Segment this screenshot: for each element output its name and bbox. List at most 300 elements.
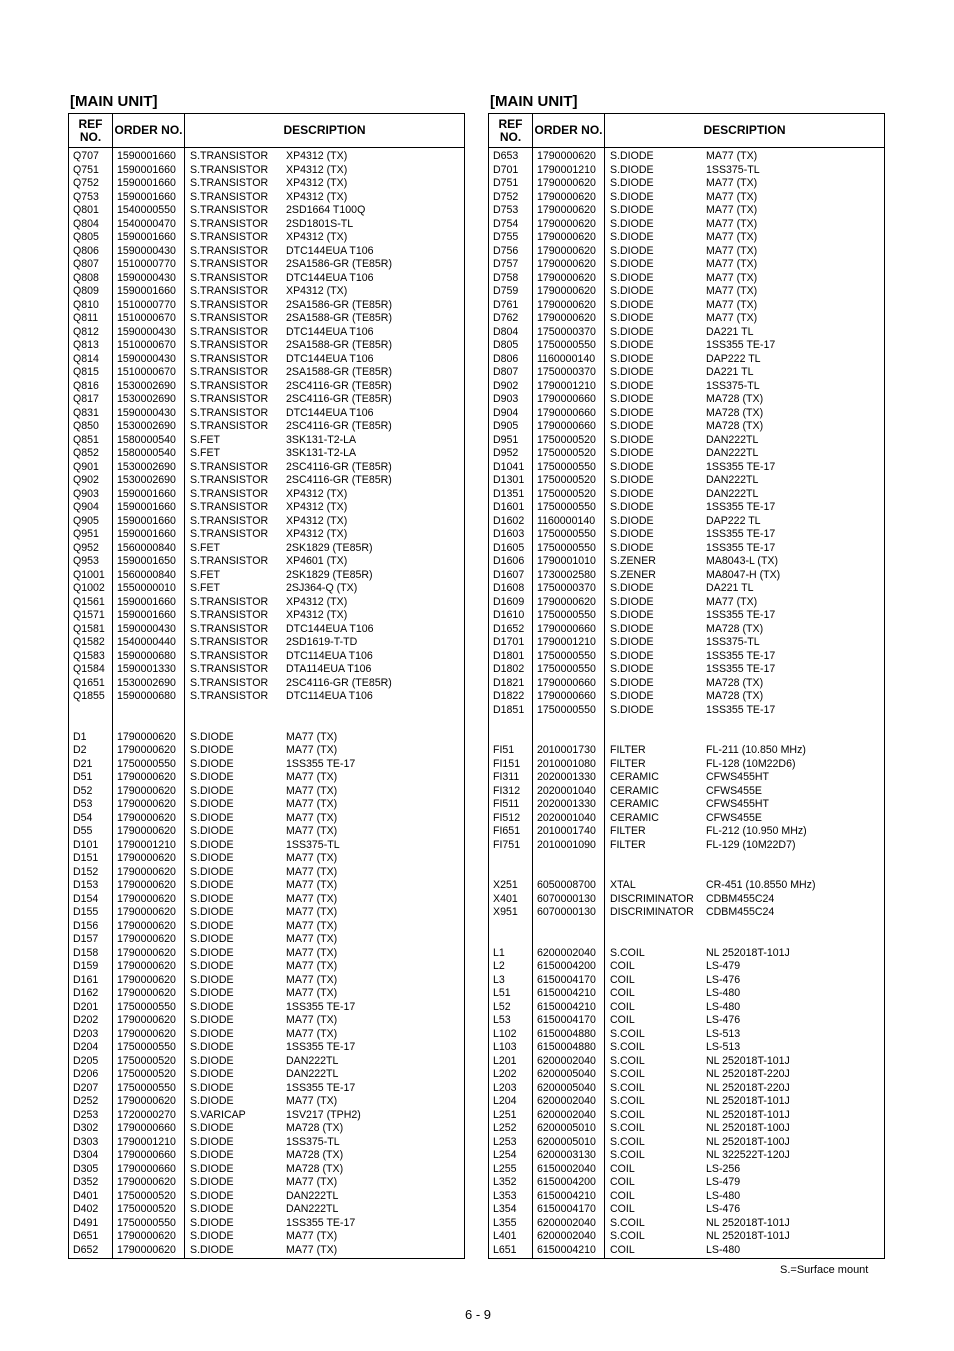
- order-no: [113, 704, 185, 718]
- table-row: [69, 744, 464, 758]
- header-order-no: ORDER NO.: [113, 114, 185, 147]
- part-name: CFWS455E: [706, 811, 762, 824]
- part-type: S.DIODE: [190, 838, 234, 851]
- part-name: MA77 (TX): [286, 1230, 338, 1242]
- section-title: [MAIN UNIT]: [70, 93, 158, 110]
- ref-no: Q805: [73, 231, 99, 243]
- table-row: [69, 825, 464, 839]
- part-name: MA77 (TX): [706, 177, 758, 189]
- order-no: 1790000620: [537, 217, 596, 230]
- order-no: 1790000620: [117, 919, 176, 932]
- ref-no: Q804: [73, 217, 99, 230]
- order-no: 1790000620: [117, 987, 176, 999]
- table-row: [69, 299, 464, 313]
- part-name: 1SS355 TE-17: [706, 528, 776, 540]
- header-description: DESCRIPTION: [703, 123, 786, 137]
- order-no: 1790000620: [537, 298, 596, 311]
- part-type: S.TRANSISTOR: [190, 420, 269, 432]
- part-name: [286, 717, 464, 731]
- part-name: MA77 (TX): [286, 730, 338, 743]
- part-type: S.DIODE: [190, 825, 234, 837]
- part-name: NL 252018T-220J: [706, 1068, 790, 1080]
- part-type: S.DIODE: [610, 379, 654, 392]
- part-name: DA221 TL: [706, 582, 754, 594]
- part-name: [706, 717, 884, 731]
- part-name: CDBM455C24: [706, 906, 775, 918]
- part-name: NL 252018T-101J: [706, 1108, 790, 1121]
- table-header: [489, 114, 884, 148]
- order-no: 6200002040: [537, 1054, 596, 1067]
- part-name: NL 252018T-101J: [706, 1054, 790, 1067]
- order-no: 1750000370: [537, 325, 596, 338]
- part-name: LS-476: [706, 973, 741, 986]
- ref-no: Q1855: [73, 690, 105, 702]
- part-type: S.DIODE: [610, 433, 654, 446]
- order-no: 6150004880: [537, 1027, 596, 1040]
- table-row: [489, 272, 884, 286]
- table-row: [489, 1082, 884, 1096]
- part-name: 1SS375-TL: [286, 1135, 340, 1148]
- part-name: MA728 (TX): [706, 690, 764, 702]
- part-name: LS-480: [706, 987, 741, 999]
- order-no: 1790000620: [117, 798, 176, 810]
- part-type: S.DIODE: [610, 460, 654, 473]
- ref-no: D154: [73, 892, 99, 905]
- order-no: 1790001210: [537, 379, 596, 392]
- ref-no: Q707: [73, 150, 99, 162]
- order-no: 6150004210: [537, 1000, 596, 1013]
- ref-no: D1041: [493, 460, 525, 473]
- order-no: 1790000620: [117, 933, 176, 945]
- order-no: 1790000620: [117, 811, 176, 824]
- part-type: FILTER: [610, 757, 646, 770]
- order-no: 1790000620: [117, 852, 176, 864]
- part-type: XTAL: [610, 879, 636, 891]
- part-name: 2SC4116-GR (TE85R): [286, 420, 392, 432]
- part-type: FILTER: [610, 825, 646, 837]
- ref-no: X951: [493, 906, 518, 918]
- order-no: 1750000520: [537, 487, 596, 500]
- table-row: [489, 758, 884, 772]
- table-row: [69, 731, 464, 745]
- part-name: CDBM455C24: [706, 892, 775, 905]
- part-type: S.DIODE: [190, 1243, 234, 1256]
- part-name: XP4312 (TX): [286, 487, 348, 500]
- table-row: [489, 1014, 884, 1028]
- part-name: NL 252018T-101J: [706, 1230, 790, 1242]
- order-no: 1790001210: [117, 838, 176, 851]
- ref-no: Q1582: [73, 636, 105, 648]
- table-row: [489, 771, 884, 785]
- ref-no: L251: [493, 1108, 517, 1121]
- part-type: S.DIODE: [610, 150, 654, 162]
- ref-no: Q810: [73, 298, 99, 311]
- table-row: [489, 596, 884, 610]
- ref-no: Q952: [73, 541, 99, 554]
- table-row: [489, 528, 884, 542]
- part-type: S.DIODE: [610, 474, 654, 486]
- part-type: S.DIODE: [610, 487, 654, 500]
- part-name: 2SC4116-GR (TE85R): [286, 379, 392, 392]
- ref-no: D758: [493, 271, 519, 284]
- part-name: 2SC4116-GR (TE85R): [286, 460, 392, 473]
- part-type: CERAMIC: [610, 811, 659, 824]
- part-name: LS-476: [706, 1203, 741, 1215]
- part-name: MA728 (TX): [706, 676, 764, 689]
- part-type: S.DIODE: [190, 1230, 234, 1242]
- part-type: S.DIODE: [190, 1068, 234, 1080]
- page-number: 6 - 9: [465, 1307, 492, 1322]
- part-name: XP4312 (TX): [286, 609, 348, 621]
- part-type: S.TRANSISTOR: [190, 393, 269, 405]
- table-row: [69, 1136, 464, 1150]
- ref-no: D253: [73, 1108, 99, 1121]
- table-row: [69, 272, 464, 286]
- part-type: S.DIODE: [610, 676, 654, 689]
- table-row: [69, 636, 464, 650]
- table-row: [489, 150, 884, 164]
- table-row: [489, 231, 884, 245]
- ref-no: D1606: [493, 555, 525, 567]
- order-no: 1590001660: [117, 514, 176, 527]
- part-name: [706, 852, 884, 866]
- ref-no: D53: [73, 798, 93, 810]
- table-body: [489, 148, 884, 1258]
- table-row: [489, 866, 884, 880]
- part-name: NL 252018T-100J: [706, 1122, 790, 1134]
- part-type: S.DIODE: [190, 987, 234, 999]
- order-no: [533, 920, 605, 934]
- part-type: [185, 704, 286, 718]
- ref-no: D1608: [493, 582, 525, 594]
- table-row: [69, 1217, 464, 1231]
- part-name: MA728 (TX): [286, 1162, 344, 1175]
- table-row: [69, 987, 464, 1001]
- table-row: [489, 879, 884, 893]
- part-name: XP4312 (TX): [286, 528, 348, 540]
- ref-no: D1607: [493, 568, 525, 581]
- ref-no: D1351: [493, 487, 525, 500]
- order-no: 1590001660: [117, 231, 176, 243]
- table-row: [69, 1028, 464, 1042]
- part-name: DTC144EUA T106: [286, 271, 374, 284]
- table-row: [69, 447, 464, 461]
- ref-no: FI51: [493, 744, 515, 756]
- part-type: S.DIODE: [610, 217, 654, 230]
- part-type: S.TRANSISTOR: [190, 339, 269, 351]
- ref-no: Q901: [73, 460, 99, 473]
- table-row: [69, 933, 464, 947]
- part-name: MA728 (TX): [286, 1149, 344, 1161]
- part-type: CERAMIC: [610, 798, 659, 810]
- ref-no: [69, 717, 113, 731]
- ref-no: L51: [493, 987, 511, 999]
- order-no: 6150004200: [537, 960, 596, 972]
- table-row: [69, 164, 464, 178]
- ref-no: D203: [73, 1027, 99, 1040]
- part-type: COIL: [610, 1176, 635, 1188]
- ref-no: D155: [73, 906, 99, 918]
- part-type: DISCRIMINATOR: [610, 892, 694, 905]
- part-type: S.FET: [190, 447, 221, 459]
- ref-no: D1701: [493, 636, 525, 648]
- table-row: [489, 326, 884, 340]
- table-row: [489, 515, 884, 529]
- table-header: [69, 114, 464, 148]
- ref-no: Q1561: [73, 595, 105, 608]
- header-order-no: ORDER NO.: [533, 114, 605, 147]
- ref-no: D52: [73, 784, 93, 797]
- part-type: S.TRANSISTOR: [190, 514, 269, 527]
- part-type: [605, 852, 706, 866]
- part-name: 1SS355 TE-17: [706, 339, 776, 351]
- part-type: S.DIODE: [190, 1027, 234, 1040]
- order-no: 1590001660: [117, 150, 176, 162]
- order-no: 1590001650: [117, 555, 176, 567]
- part-type: COIL: [610, 1243, 635, 1256]
- order-no: 6150002040: [537, 1162, 596, 1175]
- part-name: 2SD1801S-TL: [286, 217, 354, 230]
- part-type: S.DIODE: [190, 973, 234, 986]
- order-no: [533, 852, 605, 866]
- part-name: MA728 (TX): [706, 622, 764, 635]
- part-name: MA8043-L (TX): [706, 555, 779, 567]
- table-row: [489, 393, 884, 407]
- ref-no: D754: [493, 217, 519, 230]
- table-row: [489, 717, 884, 731]
- ref-no: D951: [493, 433, 519, 446]
- part-type: S.TRANSISTOR: [190, 258, 269, 270]
- table-row: [69, 1122, 464, 1136]
- part-name: MA77 (TX): [706, 204, 758, 216]
- ref-no: [69, 704, 113, 718]
- part-name: DTC114EUA T106: [286, 690, 373, 702]
- order-no: 1790000620: [117, 892, 176, 905]
- part-type: S.TRANSISTOR: [190, 528, 269, 540]
- table-row: [489, 1203, 884, 1217]
- order-no: 1790000660: [537, 690, 596, 702]
- order-no: 1750000370: [537, 582, 596, 594]
- table-row: [69, 947, 464, 961]
- ref-no: D201: [73, 1000, 99, 1013]
- table-row: [69, 650, 464, 664]
- part-type: S.DIODE: [190, 1135, 234, 1148]
- order-no: 1790000620: [117, 784, 176, 797]
- ref-no: L3: [493, 973, 505, 986]
- part-type: [185, 717, 286, 731]
- part-type: S.DIODE: [190, 1149, 234, 1161]
- part-name: NL 252018T-100J: [706, 1135, 790, 1148]
- part-type: COIL: [610, 1203, 635, 1215]
- ref-no: D1802: [493, 663, 525, 675]
- table-row: [69, 474, 464, 488]
- part-type: S.TRANSISTOR: [190, 663, 269, 675]
- part-type: S.TRANSISTOR: [190, 150, 269, 162]
- part-type: S.FET: [190, 582, 221, 594]
- order-no: 6150004210: [537, 1243, 596, 1256]
- part-name: MA728 (TX): [706, 393, 764, 405]
- part-name: 1SS355 TE-17: [286, 757, 356, 770]
- part-type: [605, 920, 706, 934]
- ref-no: D905: [493, 420, 519, 432]
- part-name: 1SS355 TE-17: [706, 460, 776, 473]
- ref-no: Q812: [73, 325, 99, 338]
- order-no: 1530002690: [117, 393, 176, 405]
- ref-no: D159: [73, 960, 99, 972]
- order-no: 1540000550: [117, 204, 176, 216]
- order-no: 1590000430: [117, 244, 176, 257]
- part-name: MA77 (TX): [706, 298, 758, 311]
- order-no: [533, 866, 605, 880]
- ref-no: L255: [493, 1162, 517, 1175]
- table-row: [489, 1217, 884, 1231]
- ref-no: [489, 920, 533, 934]
- ref-no: Q1584: [73, 663, 105, 675]
- order-no: 6200003130: [537, 1149, 596, 1161]
- ref-no: Q902: [73, 474, 99, 486]
- header-ref-no: REF NO.: [489, 114, 533, 147]
- order-no: 1590000430: [117, 271, 176, 284]
- order-no: 1750000550: [117, 757, 176, 770]
- table-row: [69, 326, 464, 340]
- order-no: 1530002690: [117, 379, 176, 392]
- order-no: 1590001660: [117, 501, 176, 513]
- part-type: S.DIODE: [190, 757, 234, 770]
- ref-no: Q1002: [73, 582, 105, 594]
- table-row: [69, 204, 464, 218]
- order-no: 6200002040: [537, 1108, 596, 1121]
- table-row: [69, 771, 464, 785]
- part-type: S.DIODE: [610, 690, 654, 702]
- part-type: S.DIODE: [610, 190, 654, 203]
- part-name: LS-479: [706, 960, 741, 972]
- parts-table: [68, 113, 465, 1259]
- part-type: S.COIL: [610, 1068, 645, 1080]
- part-name: DAN222TL: [286, 1189, 339, 1202]
- table-row: [489, 434, 884, 448]
- table-row: [69, 893, 464, 907]
- ref-no: D302: [73, 1122, 99, 1134]
- part-type: S.TRANSISTOR: [190, 622, 269, 635]
- order-no: 1790000620: [117, 1014, 176, 1026]
- part-type: S.TRANSISTOR: [190, 244, 269, 257]
- part-name: 1SS355 TE-17: [706, 663, 776, 675]
- part-type: S.TRANSISTOR: [190, 177, 269, 189]
- part-type: S.DIODE: [610, 231, 654, 243]
- part-type: S.DIODE: [190, 960, 234, 972]
- table-row: [69, 285, 464, 299]
- parts-table: [488, 113, 885, 1259]
- part-type: S.DIODE: [610, 541, 654, 554]
- table-row: [69, 1163, 464, 1177]
- table-row: [489, 663, 884, 677]
- order-no: 1790000620: [117, 1243, 176, 1256]
- table-row: [69, 812, 464, 826]
- ref-no: L201: [493, 1054, 517, 1067]
- part-name: XP4312 (TX): [286, 231, 348, 243]
- table-row: [489, 825, 884, 839]
- ref-no: Q951: [73, 528, 99, 540]
- order-no: 1790000620: [537, 258, 596, 270]
- table-row: [69, 1176, 464, 1190]
- order-no: 1750000550: [117, 1216, 176, 1229]
- ref-no: Q1571: [73, 609, 105, 621]
- ref-no: D1801: [493, 649, 525, 662]
- part-type: S.DIODE: [610, 447, 654, 459]
- table-row: [489, 339, 884, 353]
- order-no: 6150004210: [537, 1189, 596, 1202]
- part-name: 1SS355 TE-17: [286, 1216, 356, 1229]
- ref-no: Q817: [73, 393, 99, 405]
- ref-no: L203: [493, 1081, 517, 1094]
- table-row: [69, 258, 464, 272]
- table-row: [69, 461, 464, 475]
- ref-no: Q953: [73, 555, 99, 567]
- part-type: S.DIODE: [190, 1081, 234, 1094]
- part-name: 2SJ364-Q (TX): [286, 582, 358, 594]
- part-type: [605, 717, 706, 731]
- order-no: 1540000440: [117, 636, 176, 648]
- ref-no: L253: [493, 1135, 517, 1148]
- ref-no: Q806: [73, 244, 99, 257]
- table-row: [69, 906, 464, 920]
- order-no: 1590001660: [117, 177, 176, 189]
- part-name: 2SA1586-GR (TE85R): [286, 298, 392, 311]
- order-no: 1530002690: [117, 676, 176, 689]
- ref-no: L102: [493, 1027, 517, 1040]
- part-name: NL 252018T-220J: [706, 1081, 790, 1094]
- ref-no: D207: [73, 1081, 99, 1094]
- ref-no: Q1001: [73, 568, 105, 581]
- part-name: DTC144EUA T106: [286, 406, 374, 419]
- ref-no: D753: [493, 204, 519, 216]
- table-row: [69, 191, 464, 205]
- order-no: 1790001210: [537, 636, 596, 648]
- table-row: [489, 1041, 884, 1055]
- ref-no: Q852: [73, 447, 99, 459]
- order-no: 1160000140: [537, 514, 596, 527]
- ref-no: Q850: [73, 420, 99, 432]
- part-name: 2SA1588-GR (TE85R): [286, 366, 392, 378]
- table-row: [489, 636, 884, 650]
- table-row: [489, 650, 884, 664]
- ref-no: Q1651: [73, 676, 105, 689]
- ref-no: FI511: [493, 798, 520, 810]
- table-row: [69, 150, 464, 164]
- order-no: 1510000670: [117, 312, 176, 324]
- part-type: COIL: [610, 1014, 635, 1026]
- ref-no: Q753: [73, 190, 99, 203]
- part-name: [706, 933, 884, 947]
- order-no: 1790000620: [537, 150, 596, 162]
- order-no: 1750000550: [537, 663, 596, 675]
- order-no: 1530002690: [117, 460, 176, 473]
- order-no: 2020001330: [537, 771, 596, 783]
- part-type: S.DIODE: [610, 703, 654, 716]
- part-name: MA77 (TX): [286, 879, 338, 891]
- part-type: S.VARICAP: [190, 1108, 246, 1121]
- ref-no: D158: [73, 946, 99, 959]
- order-no: 2010001730: [537, 744, 596, 756]
- table-row: [69, 785, 464, 799]
- order-no: 1510000670: [117, 366, 176, 378]
- ref-no: D1821: [493, 676, 525, 689]
- footnote: S.=Surface mount: [780, 1264, 869, 1276]
- order-no: 1530002690: [117, 420, 176, 432]
- order-no: 1790000660: [117, 1162, 176, 1175]
- part-type: S.TRANSISTOR: [190, 649, 269, 662]
- part-name: NL 252018T-101J: [706, 1216, 790, 1229]
